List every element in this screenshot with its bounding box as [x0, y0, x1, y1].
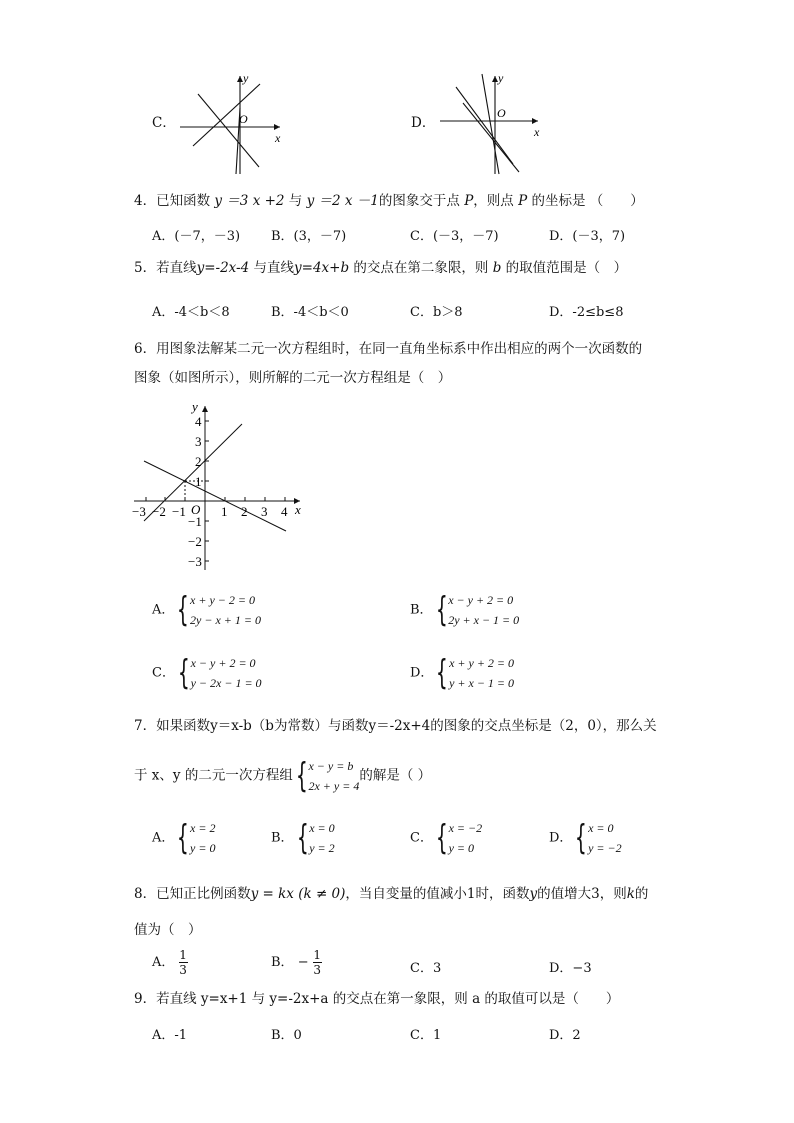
q7-option-d[interactable]: [549, 818, 622, 858]
y-tick-label: 2: [195, 454, 202, 469]
q7-option-a[interactable]: [152, 818, 215, 858]
option-label: C．: [152, 665, 175, 681]
equation: x = 2: [190, 821, 216, 835]
equation: x − y + 2 = 0: [190, 656, 256, 670]
axis-y-label: y: [498, 71, 504, 85]
q5-option-c[interactable]: C．b＞8: [410, 305, 463, 320]
question-text: 的解是（ ）: [359, 767, 432, 784]
option-label: B．: [271, 955, 294, 970]
brace-icon: {: [435, 818, 448, 858]
equation-system: [174, 818, 215, 858]
origin-label: O: [191, 502, 201, 517]
point-label: P: [518, 193, 528, 209]
equation: x − y = b: [308, 759, 354, 773]
equation-system: [174, 590, 261, 630]
brace-icon: {: [177, 818, 190, 858]
question-number: 8．: [134, 886, 157, 902]
q3-option-c-graph: [176, 70, 288, 178]
q5-option-b[interactable]: B．-4＜b＜0: [271, 305, 349, 320]
q9-option-c[interactable]: C．1: [410, 1028, 442, 1043]
y-tick-label: −3: [188, 554, 202, 569]
equation: x + y + 2 = 0: [449, 656, 515, 670]
equation: x − y + 2 = 0: [448, 593, 514, 607]
y-tick-label: 4: [195, 414, 202, 429]
equation: 2y + x − 1 = 0: [448, 613, 520, 627]
y-tick-label: −1: [188, 514, 202, 529]
equation-system: [433, 590, 520, 630]
question-text: 若直线 y=x+1 与 y=-2x+a 的交点在第一象限，则 a 的取值可以是（ ）: [156, 991, 620, 1007]
y-tick-label: −2: [188, 534, 202, 549]
q8-option-c[interactable]: C．3: [410, 961, 442, 976]
q9-option-a[interactable]: A．-1: [152, 1028, 188, 1043]
variable: b: [492, 260, 502, 276]
question-5: [134, 259, 627, 277]
question-6-line-1: [134, 340, 642, 358]
question-9: [134, 990, 619, 1008]
question-text: ，则点: [473, 193, 514, 209]
option-label: D．: [410, 665, 434, 681]
option-label: D．: [549, 830, 573, 846]
y-tick-label: 3: [195, 434, 202, 449]
question-text: 的值增大3，则: [537, 886, 627, 902]
option-label: C．: [410, 830, 433, 846]
formula: y = kx (k ≠ 0): [250, 886, 346, 902]
option-label: A．: [152, 602, 175, 618]
x-tick-label: −3: [132, 504, 146, 519]
formula: y ＝3 x +2: [214, 193, 285, 209]
question-7-line-2: [134, 756, 431, 796]
origin-label: O: [497, 106, 506, 120]
y-tick-label: 1: [195, 474, 202, 489]
point-label: P: [464, 193, 474, 209]
question-number: 5．: [134, 260, 157, 276]
q4-option-a[interactable]: A．(－7，－3): [152, 229, 241, 244]
question-text: 已知正比例函数: [156, 886, 251, 902]
question-text: 于 x、y 的二元一次方程组: [134, 767, 293, 784]
numerator: 1: [179, 948, 187, 962]
equation: y − 2x − 1 = 0: [190, 676, 262, 690]
variable: k: [626, 886, 635, 902]
equation: 2y − x + 1 = 0: [190, 613, 261, 627]
q7-option-c[interactable]: [410, 818, 482, 858]
equation: x = 0: [588, 821, 614, 835]
x-tick-label: −2: [152, 504, 166, 519]
q4-option-c[interactable]: C．(－3，－7): [410, 229, 499, 244]
formula: y=-2x-4: [196, 260, 250, 276]
question-text: ，当自变量的值减小1时，函数: [345, 886, 530, 902]
question-8-line-1: [134, 885, 648, 903]
equation-system: [572, 818, 621, 858]
brace-icon: {: [177, 590, 190, 630]
equation-system: [433, 653, 514, 693]
equation-system: [294, 818, 335, 858]
equation: 2x + y = 4: [308, 779, 360, 793]
question-number: 4．: [134, 193, 157, 209]
q8-option-a[interactable]: [152, 948, 188, 977]
question-text: 的图象交于点: [378, 193, 460, 209]
question-7-line-1: [134, 717, 657, 735]
formula: y ＝2 x －1: [306, 193, 379, 209]
x-tick-label: −1: [172, 504, 186, 519]
q5-option-a[interactable]: A．-4＜b＜8: [152, 305, 230, 320]
numerator: 1: [313, 948, 322, 962]
fraction: [179, 948, 188, 977]
q3-option-d-label[interactable]: D．: [411, 115, 436, 131]
x-tick-label: 4: [281, 504, 288, 519]
q5-option-d[interactable]: D．-2≤b≤8: [549, 305, 624, 320]
question-text: 如果函数y＝x-b（b为常数）与函数y＝-2x+4的图象的交点坐标是（2，0），那么关: [156, 718, 657, 734]
axis-y-label: y: [192, 399, 198, 414]
question-text: 用图象法解某二元一次方程组时，在同一直角坐标系中作出相应的两个一次函数的: [156, 341, 643, 357]
x-tick-label: 1: [221, 504, 228, 519]
denominator: 3: [179, 963, 187, 977]
q4-option-d[interactable]: D．(－3，7): [549, 229, 626, 244]
question-text: 若直线: [156, 260, 197, 276]
equation-system: [293, 756, 360, 796]
q9-option-d[interactable]: D．2: [549, 1028, 581, 1043]
question-text: 与: [288, 193, 303, 209]
axis-x-label: x: [295, 502, 301, 517]
q8-option-d[interactable]: D．−3: [549, 961, 592, 976]
equation-system: [433, 818, 482, 858]
equation: x = 0: [309, 821, 335, 835]
q6-option-b[interactable]: [410, 590, 519, 630]
brace-icon: {: [295, 756, 308, 796]
x-tick-label: 3: [261, 504, 268, 519]
equation: y + x − 1 = 0: [449, 676, 515, 690]
question-8-line-2: 值为（ ）: [134, 922, 202, 938]
minus-sign: −: [297, 955, 309, 970]
option-label: B．: [271, 830, 294, 846]
equation: y = 0: [448, 841, 475, 855]
question-text: 的: [634, 886, 649, 902]
x-tick-label: 2: [241, 504, 248, 519]
axis-x-label: x: [534, 125, 540, 139]
brace-icon: {: [177, 653, 190, 693]
q8-option-b[interactable]: [271, 948, 322, 977]
question-text: 已知函数: [156, 193, 211, 209]
brace-icon: {: [575, 818, 588, 858]
question-number: 9．: [134, 991, 157, 1007]
equation: x + y − 2 = 0: [190, 593, 255, 607]
q6-option-a[interactable]: [152, 590, 261, 630]
denominator: 3: [313, 963, 322, 977]
q6-coordinate-graph: [128, 398, 308, 574]
question-text: 的坐标是 （ ）: [531, 193, 644, 209]
q4-option-b[interactable]: B．(3，－7): [271, 229, 347, 244]
question-4: [134, 192, 644, 210]
brace-icon: {: [435, 590, 448, 630]
question-number: 6．: [134, 341, 157, 357]
question-text: 的交点在第二象限，则: [353, 260, 489, 276]
fraction: [313, 948, 322, 977]
formula: y=4x+b: [294, 260, 350, 276]
q7-option-b[interactable]: [271, 818, 335, 858]
equation-system: [175, 653, 262, 693]
option-label: A．: [152, 830, 175, 846]
option-label: B．: [410, 602, 433, 618]
option-label: A．: [152, 955, 175, 970]
q3-option-d-graph: [434, 70, 546, 178]
q3-option-c-label[interactable]: C．: [152, 115, 176, 131]
q6-option-d[interactable]: [410, 653, 514, 693]
variable: y: [529, 886, 538, 902]
brace-icon: {: [296, 818, 309, 858]
q6-option-c[interactable]: [152, 653, 262, 693]
axis-x-label: x: [275, 131, 281, 145]
question-text: 的取值范围是（ ）: [505, 260, 628, 276]
equation: x = −2: [448, 821, 483, 835]
axis-y-label: y: [243, 71, 249, 85]
equation: y = 0: [190, 841, 216, 855]
question-text: 与直线: [253, 260, 295, 276]
brace-icon: {: [436, 653, 449, 693]
equation: y = 2: [309, 841, 335, 855]
equation: y = −2: [588, 841, 622, 855]
origin-label: O: [239, 112, 248, 126]
q9-option-b[interactable]: B．0: [271, 1028, 302, 1043]
question-6-line-2: 图象（如图所示），则所解的二元一次方程组是（ ）: [134, 370, 452, 386]
question-number: 7．: [134, 718, 157, 734]
